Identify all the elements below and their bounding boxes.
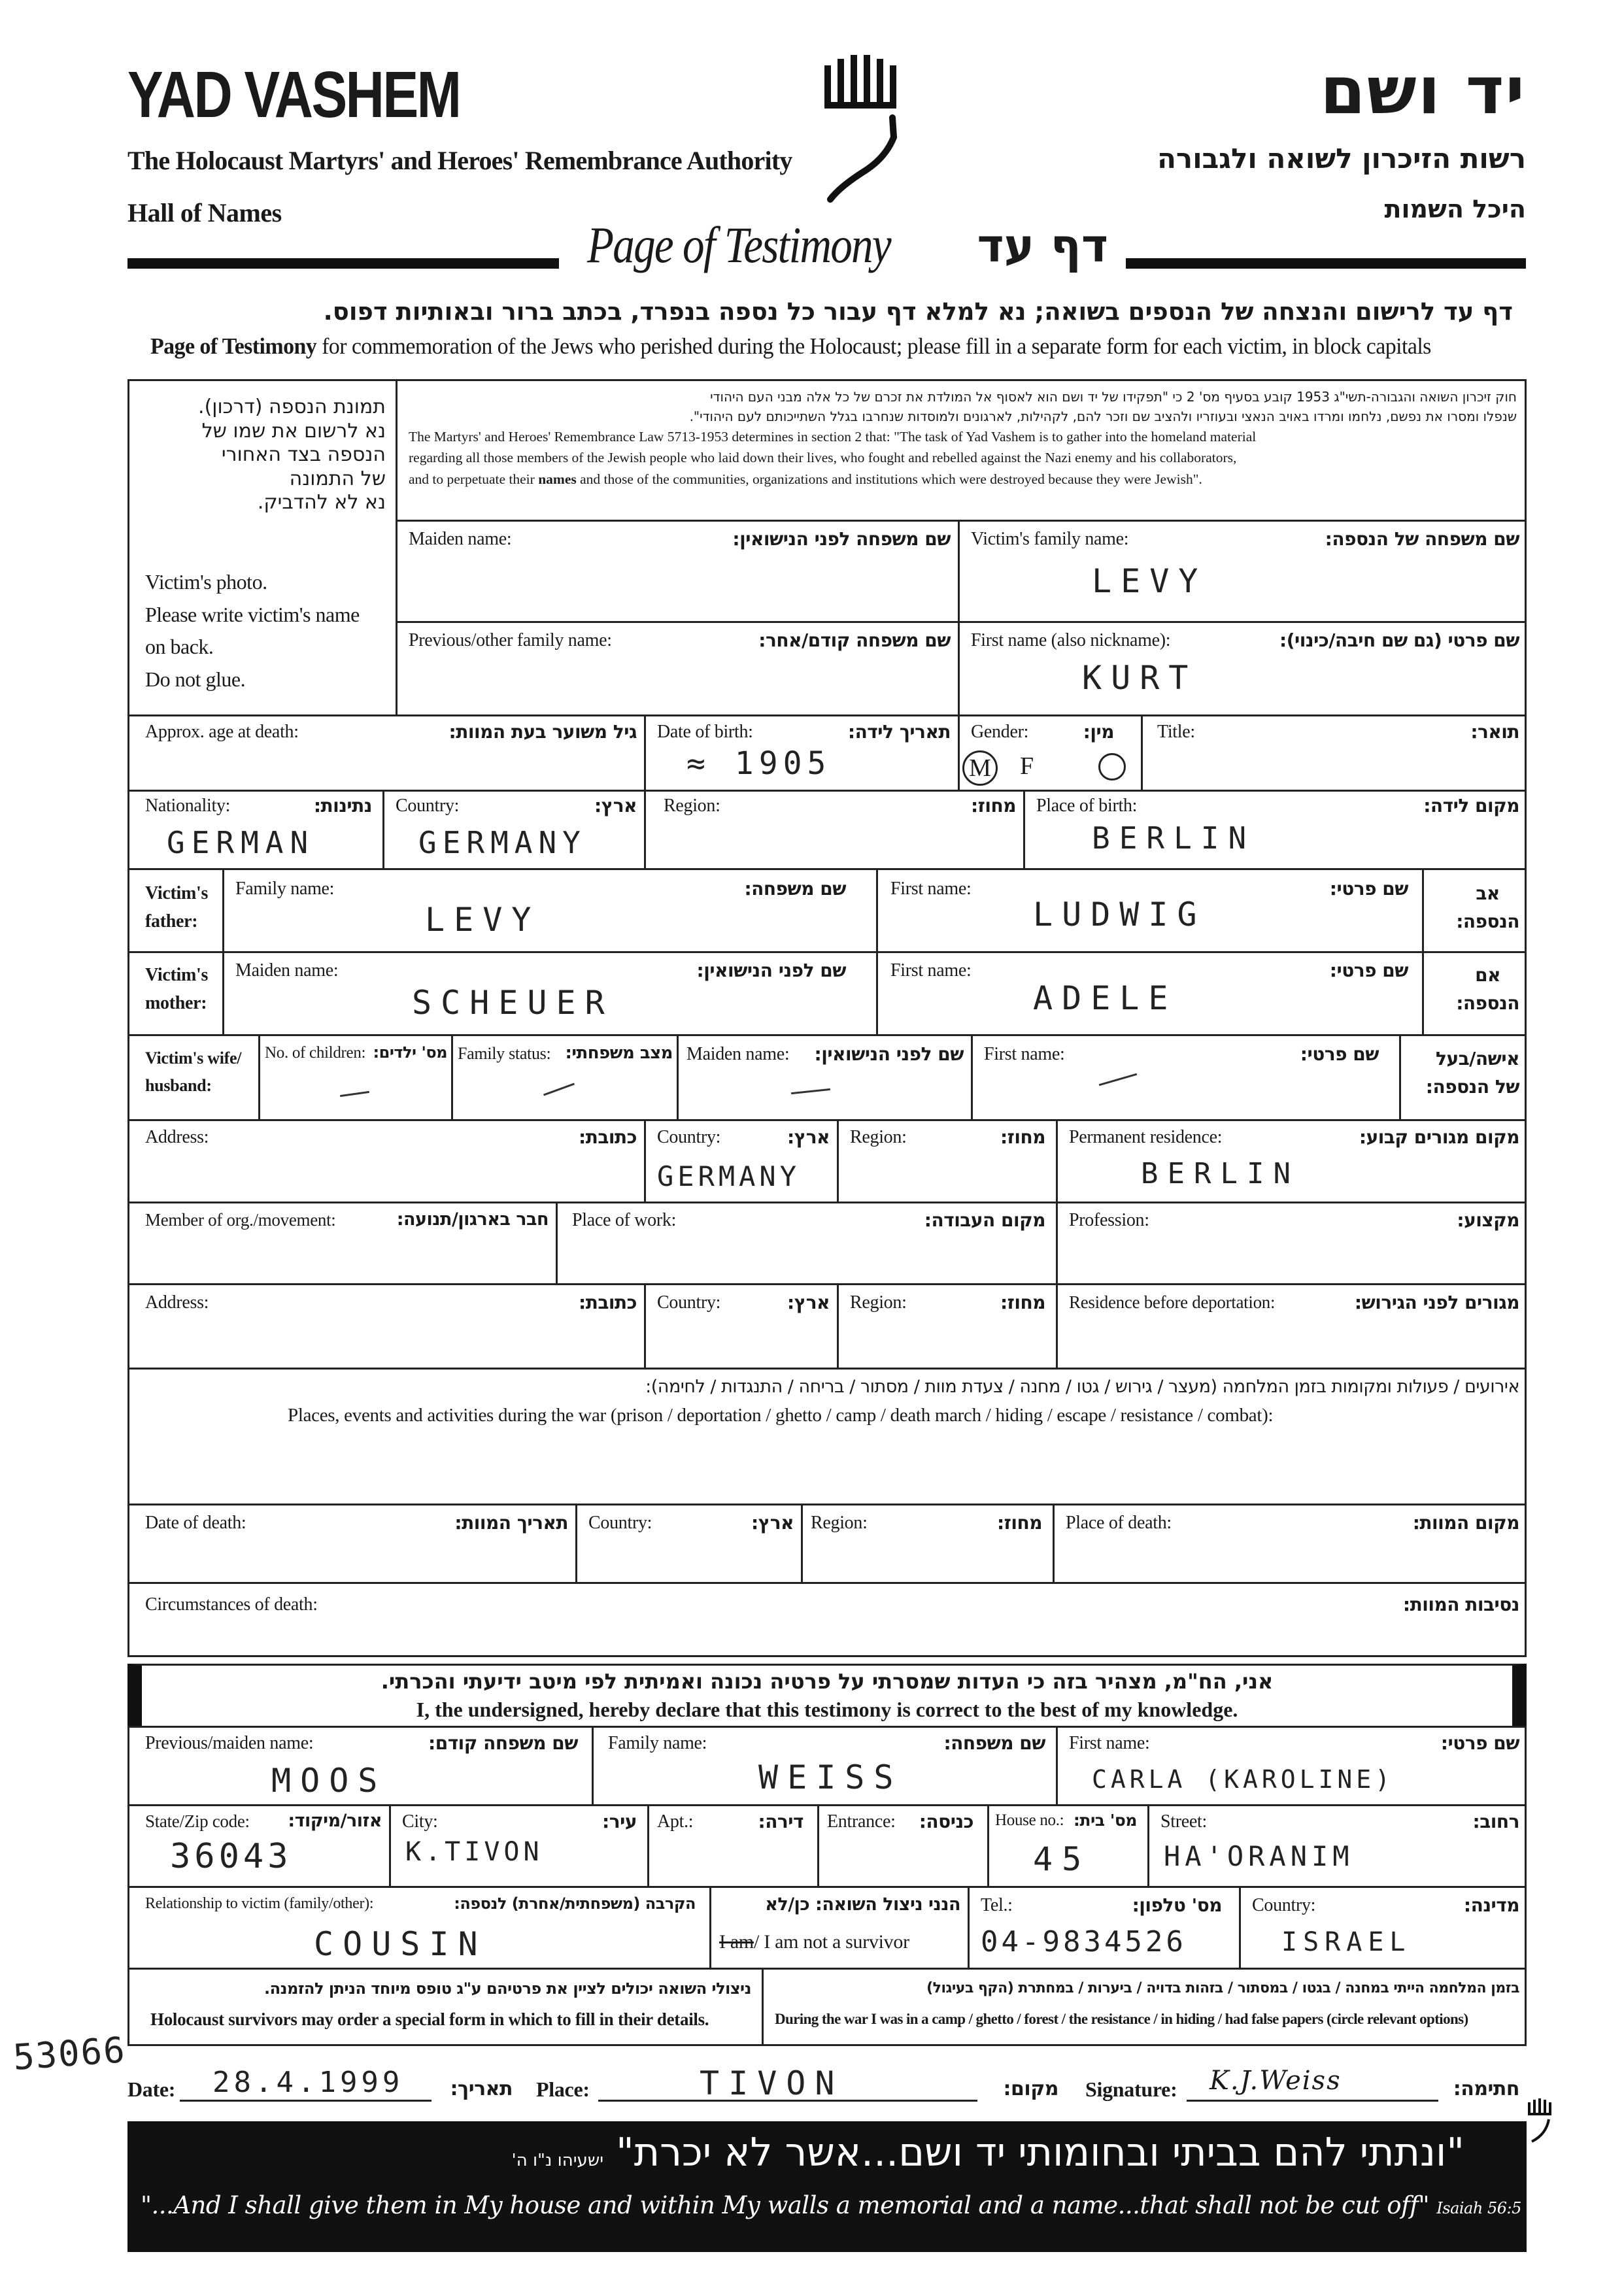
- zip-code-label: State/Zip code:: [145, 1811, 250, 1831]
- relationship-label-he: הקרבה (משפחתית/אחרת) לנספה:: [454, 1894, 696, 1913]
- victim-first-name-value[interactable]: KURT: [1082, 659, 1198, 697]
- victims-mother-line: Victim's: [145, 965, 209, 985]
- gender-male-option[interactable]: M: [962, 750, 998, 786]
- rule: [127, 714, 1527, 716]
- photo-he-line: הנספה בצד האחורי: [221, 443, 386, 467]
- father-label-he: [1456, 879, 1519, 936]
- place-label-he: מקום:: [1003, 2077, 1058, 2100]
- survivor-i-am-not[interactable]: / I am not a survivor: [753, 1931, 909, 1953]
- submitter-family-name-value[interactable]: WEISS: [758, 1758, 903, 1796]
- victim-family-name-value[interactable]: LEVY: [1092, 562, 1208, 600]
- submitter-first-name-value[interactable]: CARLA (KAROLINE): [1092, 1765, 1395, 1794]
- intro-he: דף עד לרישום והנצחה של הנספים בשואה; נא למלא דף עבור כל נספה בנפרד, בכתב ברור ובאותיות דפוס.: [323, 297, 1513, 326]
- title-en: YAD VASHEM: [127, 58, 460, 131]
- father-he-line: אב: [1476, 882, 1500, 904]
- war-location-note-he: בזמן המלחמה הייתי במחנה / בגטו / במסתור / בזהות בדויה / ביערות / במחתרת (הקף בעיגול): [926, 1980, 1519, 1996]
- victims-father-line: father:: [145, 911, 198, 932]
- children-label-he: מס' ילדים:: [373, 1043, 447, 1062]
- photo-he-line: של התמונה: [289, 467, 386, 490]
- submitter-first-name-label: First name:: [1069, 1733, 1150, 1753]
- residence-before-deportation-label-he: מגורים לפני הגירוש:: [1354, 1292, 1519, 1313]
- rule: [127, 1968, 1527, 1970]
- apt-label-he: דירה:: [758, 1811, 804, 1832]
- quote-he: [458, 2130, 1464, 2176]
- law-en-text: and to perpetuate their: [409, 471, 539, 487]
- divider: [801, 1504, 803, 1582]
- nationality-label-he: נתינות:: [313, 795, 372, 816]
- street-value[interactable]: HA'ORANIM: [1164, 1840, 1354, 1872]
- date-label-he: תאריך:: [450, 2077, 513, 2100]
- permanent-residence-label: Permanent residence:: [1069, 1127, 1223, 1147]
- divider: [1053, 1504, 1055, 1582]
- country-value[interactable]: GERMANY: [418, 825, 586, 860]
- intro-en-bold: Page of Testimony: [150, 333, 317, 359]
- divider: [837, 1283, 839, 1368]
- intro-en-text: for commemoration of the Jews who perished during the Holocaust; please fill in a separate form for each victim, in block capitals: [316, 333, 1431, 359]
- war-events-label: Places, events and activities during the war (prison / deportation / ghetto / camp / death march / hiding / escape / resistance / combat):: [288, 1405, 1274, 1426]
- declaration-he: אני, הח"מ, מצהיר בזה כי העדות שמסרתי על פרטיה נכונה ואמיתית לפי מיטב ידיעתי והכרתי.: [381, 1669, 1274, 1694]
- divider: [644, 1283, 646, 1368]
- address-region-label: Region:: [850, 1127, 907, 1147]
- divider: [817, 1804, 819, 1886]
- signature-label: Signature:: [1085, 2077, 1177, 2101]
- city-label-he: עיר:: [602, 1811, 637, 1832]
- street-label-he: רחוב:: [1472, 1811, 1519, 1832]
- signature-value[interactable]: K.J.Weiss: [1210, 2066, 1342, 2096]
- spouse-he-line: אישה/בעל: [1436, 1048, 1519, 1069]
- circumstances-label: Circumstances of death:: [145, 1594, 318, 1615]
- divider: [644, 1119, 646, 1202]
- victims-father-label: [145, 879, 208, 936]
- divider: [592, 1726, 594, 1804]
- survivor-form-note: Holocaust survivors may order a special form in which to fill in their details.: [150, 2009, 709, 2029]
- title-he: יד ושם: [1320, 52, 1526, 129]
- subtitle-en: The Holocaust Martyrs' and Heroes' Remembrance Authority: [127, 146, 792, 175]
- divider: [1147, 1804, 1149, 1886]
- law-en-names: names: [538, 471, 577, 487]
- date-of-birth-label: Date of birth:: [657, 722, 753, 742]
- father-first-name-label: First name:: [890, 879, 972, 899]
- title-label: Title:: [1157, 722, 1195, 742]
- victims-father-line: Victim's: [145, 883, 209, 903]
- survivor-label: [719, 1932, 909, 1953]
- divider: [1056, 1283, 1058, 1368]
- spouse-maiden-name-label: Maiden name:: [686, 1044, 790, 1064]
- date-line: [180, 2100, 431, 2102]
- rule: [127, 868, 1527, 870]
- law-en-text: and those of the communities, organizations and institutions which were destroyed because they were Jewish".: [576, 471, 1202, 487]
- submitter-family-name-label-he: שם משפחה:: [943, 1732, 1045, 1754]
- first-name-label-he: שם פרטי (גם שם חיבה/כינוי):: [1279, 630, 1519, 651]
- death-region-label-he: מחוז:: [996, 1512, 1042, 1534]
- law-text: [409, 387, 1517, 514]
- date-of-birth-value[interactable]: ≈ 1905: [686, 745, 832, 782]
- victims-spouse-label: [145, 1045, 241, 1099]
- divider: [987, 1804, 989, 1886]
- victims-mother-label: [145, 961, 208, 1018]
- photo-he-line: תמונת הנספה (דרכון).: [198, 395, 386, 418]
- mother-maiden-name-label: Maiden name:: [235, 960, 339, 981]
- war-location-note: During the war I was in a camp / ghetto / forest / the resistance / in hiding / had false papers (circle relevant options): [775, 2011, 1468, 2027]
- divider: [968, 1886, 970, 1968]
- address-region-label-he: מחוז:: [1000, 1126, 1045, 1148]
- address-country-label-he: ארץ:: [787, 1126, 830, 1148]
- intro-en: [150, 333, 1431, 360]
- submitter-country-value[interactable]: ISRAEL: [1281, 1927, 1412, 1957]
- city-value[interactable]: K.TIVON: [405, 1837, 543, 1867]
- spouse-first-name-label: First name:: [984, 1044, 1065, 1064]
- entrance-label: Entrance:: [827, 1811, 896, 1832]
- submitter-previous-name-label-he: שם משפחה קודם:: [428, 1732, 578, 1754]
- telephone-label-he: מס' טלפון:: [1132, 1894, 1222, 1916]
- divider: [451, 1034, 453, 1119]
- quote-he-text: "ונתתי להם בביתי ובחומותי יד ושם...אשר לא יכרת": [616, 2130, 1464, 2176]
- victims-spouse-line: husband:: [145, 1075, 212, 1095]
- divider: [644, 714, 646, 790]
- address-label-he: כתובת:: [579, 1126, 637, 1148]
- divider: [958, 714, 960, 790]
- divider: [971, 1034, 973, 1119]
- date-of-death-label-he: תאריך המוות:: [454, 1512, 568, 1534]
- address-region-label-2-he: מחוז:: [1000, 1292, 1045, 1313]
- date-value[interactable]: 28.4.1999: [212, 2066, 404, 2099]
- rule: [127, 1804, 1527, 1806]
- header-left-rule: [127, 258, 559, 269]
- quote-en: [141, 2191, 1521, 2219]
- address-region-label-2: Region:: [850, 1292, 907, 1313]
- rule: [127, 790, 1527, 792]
- survivor-label-he: הנני ניצול השואה: כן/לא: [765, 1894, 960, 1915]
- rule: [127, 1582, 1527, 1584]
- place-label: Place:: [536, 2077, 590, 2101]
- street-label: Street:: [1160, 1811, 1207, 1832]
- divider: [709, 1886, 711, 1968]
- photo-he-line: נא לרשום את שמו של: [201, 419, 386, 443]
- subtitle-he: רשות הזיכרון לשואה ולגבורה: [1157, 143, 1526, 175]
- rule: [127, 1283, 1527, 1285]
- gender-male-he-option[interactable]: [1098, 753, 1126, 781]
- quote-he-source: ישעיהו נ"ו ה': [511, 2151, 604, 2170]
- house-number-label: House no.:: [995, 1811, 1064, 1829]
- telephone-label: Tel.:: [981, 1895, 1013, 1915]
- rule: [127, 1368, 1527, 1370]
- submitter-first-name-label-he: שם פרטי:: [1440, 1732, 1519, 1754]
- header-right-rule: [1126, 258, 1526, 269]
- permanent-residence-label-he: מקום מגורים קבוע:: [1359, 1126, 1519, 1148]
- divider: [1141, 714, 1143, 790]
- age-at-death-label-he: גיל משוער בעת המוות:: [448, 721, 637, 743]
- divider: [837, 1119, 839, 1202]
- house-number-value[interactable]: 45: [1033, 1840, 1091, 1878]
- date-of-birth-label-he: תאריך לידה:: [847, 721, 951, 743]
- place-of-birth-label-he: מקום לידה:: [1423, 795, 1519, 816]
- law-he-line: חוק זיכרון השואה והגבורה-תשי"ג 1953 קובע בסעיף מס' 2 כי "תפקידו של יד ושם הוא לאסוף אל המולדת את זכרם של כל אלה מבני העם היהודי: [710, 389, 1517, 405]
- death-country-label: Country:: [588, 1513, 652, 1533]
- telephone-value[interactable]: 04-9834526: [981, 1925, 1187, 1958]
- date-label: Date:: [127, 2077, 176, 2101]
- maiden-name-label-he: שם משפחה לפני הנישואין:: [732, 528, 951, 550]
- divider: [1399, 1034, 1401, 1119]
- rule: [127, 1034, 1527, 1036]
- gender-female-option[interactable]: F: [1020, 752, 1034, 780]
- photo-instructions-he: [137, 395, 386, 515]
- address-label-2: Address:: [145, 1292, 209, 1313]
- residence-before-deportation-label: Residence before deportation:: [1069, 1292, 1276, 1312]
- spouse-first-name-label-he: שם פרטי:: [1300, 1043, 1379, 1065]
- first-name-label: First name (also nickname):: [971, 630, 1171, 650]
- address-country-value[interactable]: GERMANY: [657, 1160, 801, 1192]
- victims-mother-line: mother:: [145, 993, 207, 1014]
- death-country-label-he: ארץ:: [751, 1512, 794, 1534]
- place-value[interactable]: TIVON: [700, 2064, 844, 2102]
- address-label: Address:: [145, 1127, 209, 1147]
- rule: [127, 1202, 1527, 1203]
- survivor-i-am-struck[interactable]: I am: [719, 1931, 754, 1953]
- father-he-line: הנספה:: [1456, 911, 1519, 933]
- page-of-testimony-title-he: דף עד: [977, 219, 1108, 273]
- divider: [556, 1202, 558, 1283]
- law-he-line: שנפלו ומסרו את נפשם, נלחמו ומרדו באויב הנאצי ובעוזריו ולהציב שם וזכר להם, לקהילות, לארגונים ולמוסדות שנחרבו בגלל השתייכותם לעם היהודי".: [689, 409, 1517, 424]
- photo-divider: [396, 379, 398, 714]
- father-first-name-label-he: שם פרטי:: [1329, 878, 1408, 899]
- entrance-label-he: כניסה:: [919, 1811, 973, 1832]
- org-membership-label-he: חבר בארגון/תנועה:: [396, 1209, 549, 1230]
- house-number-label-he: מס' בית:: [1073, 1811, 1137, 1830]
- survivor-form-note-he: ניצולי השואה יכולים לציין את פרטיהם ע"ג טופס מיוחד הניתן להזמנה.: [264, 1979, 751, 1998]
- spouse-maiden-name-label-he: שם לפני הנישואין:: [814, 1043, 964, 1065]
- country-label-he: ארץ:: [594, 795, 637, 816]
- city-label: City:: [402, 1811, 438, 1832]
- victim-family-name-label: Victim's family name:: [971, 529, 1129, 549]
- victim-family-name-label-he: שם משפחה של הנספה:: [1325, 528, 1519, 550]
- place-of-death-label-he: מקום המוות:: [1412, 1512, 1519, 1534]
- hall-en: Hall of Names: [127, 198, 282, 227]
- profession-label: Profession:: [1069, 1210, 1149, 1230]
- place-of-birth-value[interactable]: BERLIN: [1092, 820, 1256, 856]
- law-en-line: The Martyrs' and Heroes' Remembrance Law 5713-1953 determines in section 2 that: "The task of Yad Vashem is to gather into the homeland material: [409, 429, 1257, 445]
- address-country-label: Country:: [657, 1127, 721, 1147]
- divider: [644, 790, 646, 868]
- age-at-death-label: Approx. age at death:: [145, 722, 299, 742]
- region-label: Region:: [664, 796, 720, 816]
- rule: [127, 1504, 1527, 1505]
- law-en-line: [409, 469, 1517, 490]
- signature-label-he: חתימה:: [1453, 2077, 1519, 2100]
- submitter-previous-name-label: Previous/maiden name:: [145, 1733, 314, 1753]
- spouse-label-he: [1426, 1045, 1519, 1101]
- father-family-name-label: Family name:: [235, 879, 335, 899]
- photo-instructions-en: [145, 566, 360, 696]
- permanent-residence-value[interactable]: BERLIN: [1141, 1157, 1300, 1190]
- rule: [396, 621, 1527, 623]
- mother-he-line: הנספה:: [1456, 992, 1519, 1015]
- family-status-label: Family status:: [458, 1044, 551, 1063]
- divider: [1056, 1202, 1058, 1283]
- zip-code-value[interactable]: 36043: [170, 1837, 292, 1876]
- page-of-testimony-title: Page of Testimony: [587, 216, 890, 273]
- divider: [1056, 1119, 1058, 1202]
- mother-label-he: [1456, 961, 1519, 1018]
- photo-en-line: on back.: [145, 635, 214, 659]
- country-label: Country:: [396, 796, 460, 816]
- divider: [1023, 790, 1025, 868]
- gender-label: Gender:: [971, 722, 1029, 742]
- rule: [127, 1886, 1527, 1888]
- maiden-name-label: Maiden name:: [409, 529, 512, 549]
- rule: [127, 951, 1527, 953]
- photo-en-line: Please write victim's name: [145, 602, 360, 626]
- mother-maiden-name-value[interactable]: SCHEUER: [412, 984, 614, 1022]
- mother-first-name-value[interactable]: ADELE: [1033, 979, 1177, 1017]
- rule: [127, 1119, 1527, 1121]
- address-country-label-2-he: ארץ:: [787, 1292, 830, 1313]
- death-region-label: Region:: [811, 1513, 868, 1533]
- photo-en-line: Do not glue.: [145, 667, 246, 691]
- date-of-death-label: Date of death:: [145, 1513, 246, 1533]
- mother-first-name-label-he: שם פרטי:: [1329, 960, 1408, 981]
- relationship-value[interactable]: COUSIN: [314, 1925, 487, 1963]
- divider: [1056, 1726, 1058, 1804]
- org-membership-label: Member of org./movement:: [145, 1210, 336, 1230]
- victims-spouse-line: Victim's wife/: [145, 1049, 242, 1067]
- divider: [389, 1804, 391, 1886]
- relationship-label: Relationship to victim (family/other):: [145, 1895, 374, 1912]
- address-label-2-he: כתובת:: [579, 1292, 637, 1313]
- divider: [762, 1968, 764, 2046]
- submitter-previous-name-value[interactable]: MOOS: [271, 1762, 387, 1800]
- nationality-label: Nationality:: [145, 796, 231, 816]
- nationality-value[interactable]: GERMAN: [167, 825, 315, 860]
- place-of-work-label: Place of work:: [572, 1210, 677, 1230]
- divider: [258, 1034, 260, 1119]
- divider: [1239, 1886, 1241, 1968]
- mother-first-name-label: First name:: [890, 960, 972, 981]
- divider: [575, 1504, 577, 1582]
- address-country-label-2: Country:: [657, 1292, 721, 1313]
- rule: [396, 520, 1527, 522]
- small-logo-icon: [1527, 2098, 1553, 2144]
- declaration-en: I, the undersigned, hereby declare that this testimony is correct to the best of my knowledge.: [416, 1698, 1238, 1721]
- place-of-death-label: Place of death:: [1066, 1513, 1172, 1533]
- father-family-name-label-he: שם משפחה:: [744, 878, 846, 899]
- children-label: No. of children:: [265, 1044, 366, 1062]
- submitter-family-name-label: Family name:: [608, 1733, 707, 1753]
- margin-number: 53066: [12, 2029, 127, 2078]
- circumstances-label-he: נסיבות המוות:: [1402, 1594, 1519, 1615]
- father-first-name-value[interactable]: LUDWIG: [1033, 896, 1206, 933]
- zip-code-label-he: אזור/מיקוד:: [288, 1811, 382, 1831]
- divider: [958, 520, 960, 714]
- yad-vashem-logo-icon: [820, 52, 905, 203]
- profession-label-he: מקצוע:: [1457, 1209, 1519, 1231]
- mother-he-line: אם: [1475, 964, 1501, 986]
- quote-en-source: Isaiah 56:5: [1436, 2199, 1521, 2217]
- submitter-country-label: Country:: [1252, 1895, 1316, 1915]
- hall-he: היכל השמות: [1384, 195, 1526, 224]
- photo-he-line: נא לא להדביק.: [257, 491, 386, 514]
- mother-maiden-name-label-he: שם לפני הנישואין:: [696, 960, 846, 981]
- signature-line: [1187, 2100, 1438, 2102]
- previous-family-name-label-he: שם משפחה קודם/אחר:: [758, 630, 951, 651]
- apt-label: Apt.:: [657, 1811, 694, 1832]
- title-label-he: תואר:: [1470, 721, 1519, 743]
- father-family-name-value[interactable]: LEVY: [425, 901, 541, 939]
- quote-en-text: "...And I shall give them in My house and within My walls a memorial and a name...that shall not be cut off": [141, 2191, 1429, 2219]
- divider: [647, 1804, 649, 1886]
- place-of-birth-label: Place of birth:: [1036, 796, 1138, 816]
- region-label-he: מחוז:: [970, 795, 1016, 816]
- law-en-line: regarding all those members of the Jewish people who laid down their lives, who fought and rebelled against the Nazi enemy and his collaborators,: [409, 450, 1237, 466]
- family-status-label-he: מצב משפחתי:: [565, 1043, 673, 1063]
- divider: [677, 1034, 679, 1119]
- spouse-he-line: של הנספה:: [1425, 1076, 1519, 1098]
- photo-en-line: Victim's photo.: [145, 570, 267, 594]
- divider: [382, 790, 384, 868]
- place-of-work-label-he: מקום העבודה:: [924, 1209, 1045, 1231]
- war-events-label-he: אירועים / פעולות ומקומות בזמן המלחמה (מעצר / גירוש / גטו / מחנה / צעדת מוות / מסתור / בריחה / התנגדות / לחימה):: [645, 1377, 1519, 1397]
- gender-label-he: מין:: [1083, 721, 1114, 743]
- submitter-country-label-he: מדינה:: [1463, 1894, 1519, 1916]
- previous-family-name-label: Previous/other family name:: [409, 630, 612, 650]
